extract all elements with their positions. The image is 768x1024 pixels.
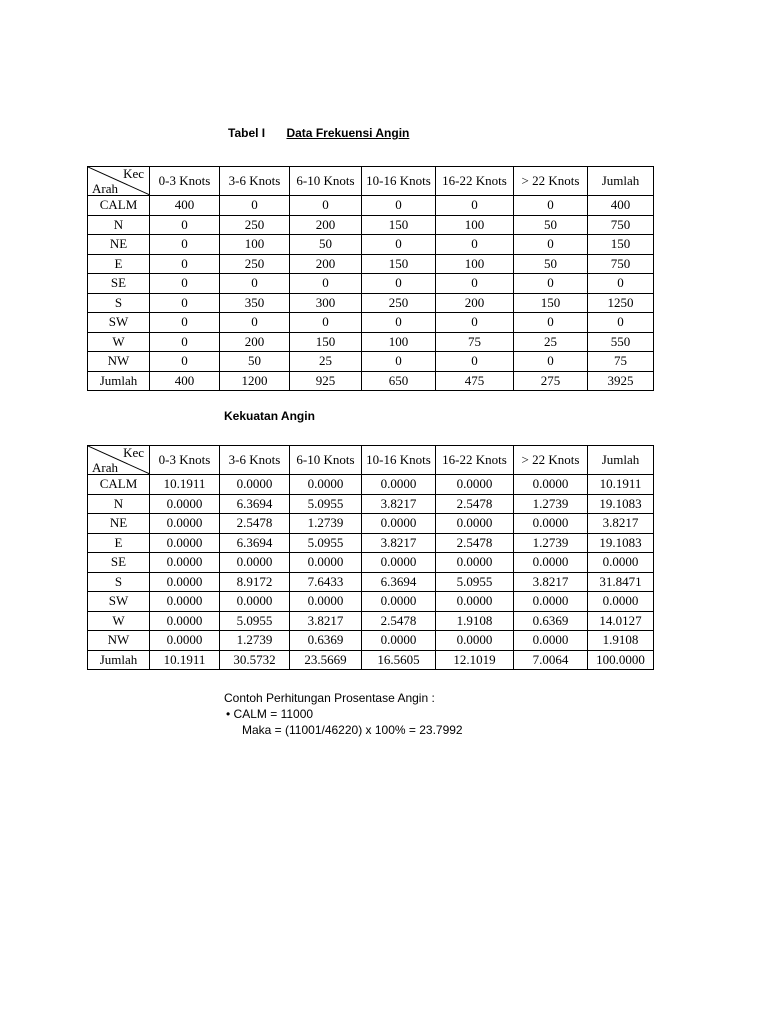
table-cell: 0	[150, 274, 220, 294]
table-cell: 7.0064	[514, 650, 588, 670]
table-cell: 400	[588, 196, 654, 216]
table-cell: 8.9172	[220, 572, 290, 592]
table-cell: 275	[514, 371, 588, 391]
table-cell: 0	[150, 215, 220, 235]
table-cell: 0	[514, 196, 588, 216]
row-label: E	[88, 533, 150, 553]
table-cell: 0	[220, 274, 290, 294]
table-cell: 0.6369	[290, 631, 362, 651]
table-cell: 0	[362, 352, 436, 372]
table-cell: 6.3694	[362, 572, 436, 592]
row-label: W	[88, 611, 150, 631]
table-cell: 0.0000	[150, 514, 220, 534]
table-cell: 16.5605	[362, 650, 436, 670]
table-cell: 0.0000	[150, 572, 220, 592]
table-cell: 0.0000	[588, 553, 654, 573]
row-label: NE	[88, 514, 150, 534]
table-cell: 0	[150, 352, 220, 372]
table-cell: 1.9108	[436, 611, 514, 631]
table2-title: Kekuatan Angin	[224, 409, 315, 423]
table-cell: 0.0000	[362, 514, 436, 534]
table-cell: 0	[436, 274, 514, 294]
frequency-table	[87, 166, 654, 391]
table-row	[88, 514, 654, 534]
table-cell: 150	[362, 215, 436, 235]
table-row	[88, 611, 654, 631]
table-cell: 0.0000	[150, 592, 220, 612]
column-header: 10-16 Knots	[362, 446, 436, 475]
table-row	[88, 254, 654, 274]
table-body	[88, 475, 654, 670]
column-header: 3-6 Knots	[220, 167, 290, 196]
table-cell: 0.0000	[150, 553, 220, 573]
table-row	[88, 494, 654, 514]
table-cell: 75	[436, 332, 514, 352]
table-cell: 3.8217	[514, 572, 588, 592]
table-cell: 150	[362, 254, 436, 274]
column-header: 0-3 Knots	[150, 167, 220, 196]
table-cell: 0	[150, 313, 220, 333]
table-cell: 0	[514, 313, 588, 333]
table1-label: Tabel I	[228, 126, 266, 140]
table-cell: 0	[436, 196, 514, 216]
table-cell: 5.0955	[220, 611, 290, 631]
table-cell: 0	[362, 235, 436, 255]
column-header: Jumlah	[588, 446, 654, 475]
column-header: 16-22 Knots	[436, 167, 514, 196]
row-label: NW	[88, 352, 150, 372]
table-cell: 0.0000	[220, 592, 290, 612]
table-cell: 100	[220, 235, 290, 255]
table-cell: 3925	[588, 371, 654, 391]
table-cell: 150	[514, 293, 588, 313]
table-cell: 0.0000	[150, 611, 220, 631]
table-row	[88, 332, 654, 352]
table-cell: 0	[150, 332, 220, 352]
table-cell: 0	[220, 313, 290, 333]
row-label: W	[88, 332, 150, 352]
table-cell: 5.0955	[436, 572, 514, 592]
table-cell: 5.0955	[290, 533, 362, 553]
table-cell: 0.0000	[362, 631, 436, 651]
row-label: S	[88, 293, 150, 313]
table-row	[88, 650, 654, 670]
table-cell: 0	[290, 274, 362, 294]
calculation-title: Contoh Perhitungan Prosentase Angin :	[224, 691, 435, 705]
table-cell: 200	[436, 293, 514, 313]
table-row	[88, 293, 654, 313]
table-row	[88, 313, 654, 333]
table-cell: 0	[588, 274, 654, 294]
table-row	[88, 592, 654, 612]
calculation-result: Maka = (11001/46220) x 100% = 23.7992	[242, 723, 463, 737]
table-cell: 200	[290, 254, 362, 274]
table-cell: 0	[220, 196, 290, 216]
column-header: Jumlah	[588, 167, 654, 196]
table-cell: 650	[362, 371, 436, 391]
table-cell: 0.0000	[514, 475, 588, 495]
table-cell: 1.9108	[588, 631, 654, 651]
table-cell: 1250	[588, 293, 654, 313]
table-cell: 0	[436, 235, 514, 255]
table-cell: 0.0000	[290, 475, 362, 495]
table-cell: 0	[514, 352, 588, 372]
strength-table	[87, 445, 654, 670]
row-label: N	[88, 215, 150, 235]
table-body	[88, 196, 654, 391]
row-label: NW	[88, 631, 150, 651]
table-cell: 0	[150, 254, 220, 274]
table-row	[88, 352, 654, 372]
table-row	[88, 475, 654, 495]
table-cell: 0.0000	[150, 631, 220, 651]
table-cell: 19.1083	[588, 533, 654, 553]
column-header: 10-16 Knots	[362, 167, 436, 196]
row-label: Jumlah	[88, 371, 150, 391]
row-label: S	[88, 572, 150, 592]
table-cell: 0.0000	[362, 475, 436, 495]
table-row	[88, 274, 654, 294]
table-cell: 0.0000	[588, 592, 654, 612]
table-cell: 0.0000	[514, 514, 588, 534]
table-cell: 0.0000	[220, 475, 290, 495]
table-cell: 0.0000	[290, 553, 362, 573]
calculation-item-text: CALM = 11000	[233, 707, 314, 721]
table-row	[88, 196, 654, 216]
table-cell: 30.5732	[220, 650, 290, 670]
table-cell: 0.0000	[150, 533, 220, 553]
table-row	[88, 215, 654, 235]
table-cell: 0.0000	[436, 553, 514, 573]
column-header: 6-10 Knots	[290, 167, 362, 196]
table-cell: 50	[220, 352, 290, 372]
corner-header	[88, 446, 150, 475]
table-cell: 3.8217	[362, 494, 436, 514]
table-cell: 5.0955	[290, 494, 362, 514]
table-cell: 750	[588, 215, 654, 235]
table-cell: 10.1911	[588, 475, 654, 495]
table-row	[88, 631, 654, 651]
row-label: SE	[88, 553, 150, 573]
table-cell: 2.5478	[220, 514, 290, 534]
table-row	[88, 553, 654, 573]
table-cell: 0	[514, 274, 588, 294]
table-cell: 150	[290, 332, 362, 352]
table-cell: 100	[362, 332, 436, 352]
table-cell: 400	[150, 196, 220, 216]
table-cell: 750	[588, 254, 654, 274]
calculation-item	[224, 706, 463, 722]
table-cell: 100.0000	[588, 650, 654, 670]
table-cell: 0.6369	[514, 611, 588, 631]
table-cell: 925	[290, 371, 362, 391]
table1-title: Data Frekuensi Angin	[286, 126, 410, 140]
table-cell: 0	[514, 235, 588, 255]
table-cell: 0.0000	[150, 494, 220, 514]
table-row	[88, 572, 654, 592]
table-row	[88, 235, 654, 255]
row-label: Jumlah	[88, 650, 150, 670]
table-cell: 0.0000	[514, 631, 588, 651]
table-cell: 31.8471	[588, 572, 654, 592]
table-cell: 6.3694	[220, 533, 290, 553]
table1-heading	[228, 126, 409, 140]
table-header-row	[88, 446, 654, 475]
table-cell: 1200	[220, 371, 290, 391]
column-header: > 22 Knots	[514, 167, 588, 196]
table-cell: 0.0000	[220, 553, 290, 573]
table-cell: 0	[436, 352, 514, 372]
table-cell: 475	[436, 371, 514, 391]
table-cell: 3.8217	[588, 514, 654, 534]
table-cell: 0.0000	[436, 475, 514, 495]
table-cell: 0	[290, 196, 362, 216]
row-label: E	[88, 254, 150, 274]
table-cell: 150	[588, 235, 654, 255]
table-cell: 0	[150, 293, 220, 313]
table-cell: 50	[290, 235, 362, 255]
table-cell: 100	[436, 215, 514, 235]
table-cell: 1.2739	[514, 494, 588, 514]
table-cell: 0	[588, 313, 654, 333]
row-label: SW	[88, 313, 150, 333]
table-cell: 0.0000	[362, 592, 436, 612]
table-cell: 100	[436, 254, 514, 274]
table-cell: 250	[220, 254, 290, 274]
table-cell: 0	[362, 196, 436, 216]
table-cell: 400	[150, 371, 220, 391]
row-label: NE	[88, 235, 150, 255]
row-label: CALM	[88, 475, 150, 495]
table-cell: 550	[588, 332, 654, 352]
row-label: SE	[88, 274, 150, 294]
row-label: SW	[88, 592, 150, 612]
column-header: 16-22 Knots	[436, 446, 514, 475]
table2-heading	[224, 409, 315, 423]
table-cell: 0.0000	[514, 592, 588, 612]
table-cell: 75	[588, 352, 654, 372]
table-cell: 10.1911	[150, 475, 220, 495]
corner-label-kec: Kec	[123, 445, 144, 460]
table-cell: 250	[220, 215, 290, 235]
table-row	[88, 533, 654, 553]
table-cell: 7.6433	[290, 572, 362, 592]
table-row	[88, 371, 654, 391]
column-header: 0-3 Knots	[150, 446, 220, 475]
calculation-example	[224, 690, 463, 738]
corner-label-arah: Arah	[92, 460, 118, 475]
column-header: > 22 Knots	[514, 446, 588, 475]
table-cell: 200	[290, 215, 362, 235]
table-cell: 23.5669	[290, 650, 362, 670]
table-cell: 2.5478	[436, 533, 514, 553]
table-cell: 3.8217	[362, 533, 436, 553]
row-label: N	[88, 494, 150, 514]
table-cell: 1.2739	[220, 631, 290, 651]
table-cell: 19.1083	[588, 494, 654, 514]
table-cell: 2.5478	[436, 494, 514, 514]
table-cell: 2.5478	[362, 611, 436, 631]
table-cell: 0	[290, 313, 362, 333]
table-cell: 25	[514, 332, 588, 352]
corner-label-arah: Arah	[92, 181, 118, 196]
table-cell: 300	[290, 293, 362, 313]
table-cell: 25	[290, 352, 362, 372]
table-cell: 10.1911	[150, 650, 220, 670]
corner-label-kec: Kec	[123, 166, 144, 181]
table-cell: 0.0000	[436, 514, 514, 534]
table-cell: 0	[150, 235, 220, 255]
column-header: 6-10 Knots	[290, 446, 362, 475]
table-cell: 14.0127	[588, 611, 654, 631]
table-cell: 0.0000	[290, 592, 362, 612]
column-header: 3-6 Knots	[220, 446, 290, 475]
table-cell: 250	[362, 293, 436, 313]
row-label: CALM	[88, 196, 150, 216]
table-cell: 200	[220, 332, 290, 352]
bullet-icon: •	[226, 707, 231, 721]
table-cell: 1.2739	[290, 514, 362, 534]
table-cell: 0	[362, 313, 436, 333]
table-cell: 0.0000	[362, 553, 436, 573]
table-cell: 6.3694	[220, 494, 290, 514]
table-cell: 0.0000	[436, 631, 514, 651]
table-cell: 350	[220, 293, 290, 313]
table-cell: 0.0000	[514, 553, 588, 573]
corner-header	[88, 167, 150, 196]
table-cell: 1.2739	[514, 533, 588, 553]
table-cell: 3.8217	[290, 611, 362, 631]
table-cell: 0.0000	[436, 592, 514, 612]
table-cell: 50	[514, 215, 588, 235]
table-header-row	[88, 167, 654, 196]
table-cell: 12.1019	[436, 650, 514, 670]
table-cell: 0	[436, 313, 514, 333]
table-cell: 50	[514, 254, 588, 274]
table-cell: 0	[362, 274, 436, 294]
